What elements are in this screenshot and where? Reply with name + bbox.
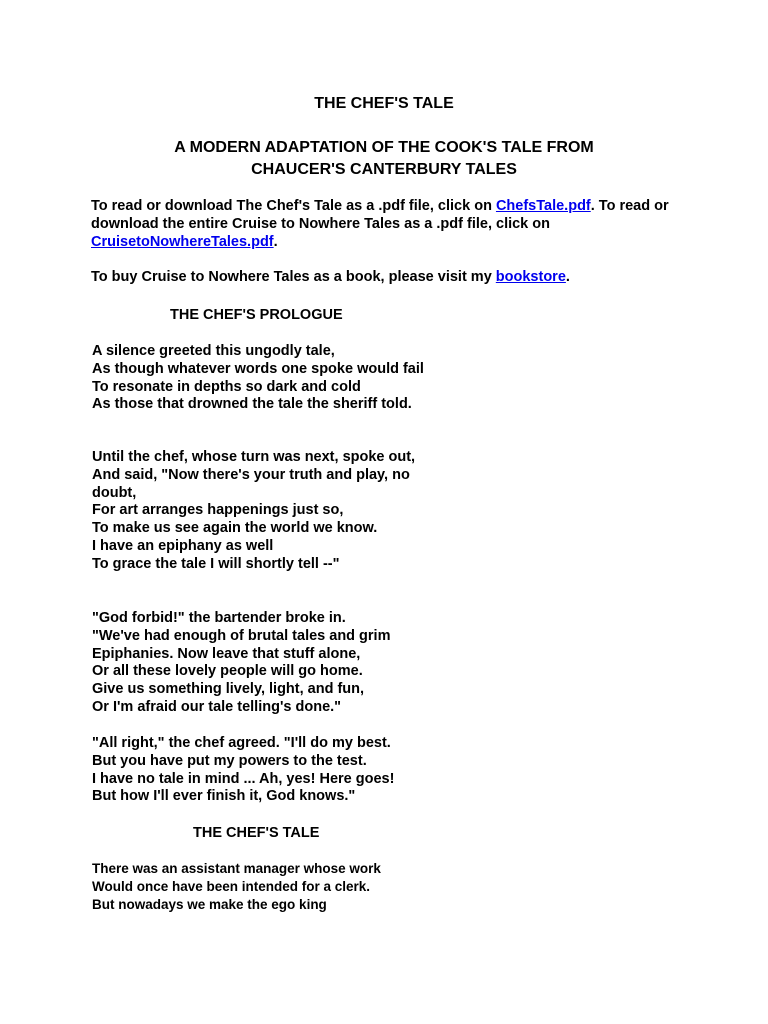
verse-line: Epiphanies. Now leave that stuff alone, [92, 645, 361, 662]
prologue-stanza-1 [92, 343, 437, 414]
verse-line: A silence greeted this ungodly tale, [92, 343, 335, 359]
verse-line: I have no tale in mind ... Ah, yes! Here goes! [92, 770, 395, 787]
verse-line: As though whatever words one spoke would fail [92, 360, 424, 377]
chefs-tale-pdf-link[interactable]: ChefsTale.pdf [495, 198, 591, 214]
document-subtitle-line1: A MODERN ADAPTATION OF THE COOK'S TALE FROM [174, 139, 594, 156]
verse-line: "God forbid!" the bartender broke in. [92, 610, 346, 626]
verse-line: Give us something lively, light, and fun, [92, 681, 365, 698]
download-text-3: . [273, 234, 278, 250]
document-title: THE CHEF'S TALE [314, 95, 454, 112]
tale-stanza-1 [92, 860, 412, 913]
verse-line: Or all these lovely people will go home. [92, 663, 363, 680]
prologue-heading: THE CHEF'S PROLOGUE [170, 307, 343, 323]
buy-text-1: To buy Cruise to Nowhere Tales as a book, please visit my [91, 269, 496, 285]
tale-heading: THE CHEF'S TALE [193, 825, 320, 841]
verse-line: Would once have been intended for a clerk. [92, 878, 371, 894]
download-text-1: To read or download The Chef's Tale as a .pdf file, click on [91, 198, 496, 214]
verse-line: Until the chef, whose turn was next, spoke out, [92, 449, 416, 465]
verse-line: And said, "Now there's your truth and play, no doubt, [92, 466, 410, 501]
prologue-stanza-2 [92, 449, 437, 574]
cruise-tales-pdf-link[interactable]: CruisetoNowhereTales.pdf [91, 234, 274, 250]
verse-line: "All right," the chef agreed. "I'll do my best. [92, 735, 391, 751]
verse-line: To resonate in depths so dark and cold [92, 378, 361, 395]
verse-line: Or I'm afraid our tale telling's done." [92, 698, 342, 715]
verse-line: There was an assistant manager whose work [92, 861, 381, 876]
verse-line: But nowadays we make the ego king [92, 896, 327, 912]
verse-line: To grace the tale I will shortly tell --" [92, 555, 340, 572]
download-text-2: . To read or download the entire Cruise to Nowhere Tales as a .pdf file, click on [91, 198, 669, 232]
prologue-stanza-3 [92, 610, 437, 717]
verse-line: For art arranges happenings just so, [92, 502, 344, 519]
buy-text-2: . [565, 269, 570, 285]
bookstore-link[interactable]: bookstore [495, 269, 566, 285]
document-subtitle-line2: CHAUCER'S CANTERBURY TALES [251, 161, 517, 178]
buy-paragraph [91, 268, 691, 286]
verse-line: To make us see again the world we know. [92, 520, 378, 537]
verse-line: "We've had enough of brutal tales and grim [92, 627, 391, 644]
verse-line: As those that drowned the tale the sheriff told. [92, 396, 412, 413]
verse-line: I have an epiphany as well [92, 537, 274, 554]
verse-line: But how I'll ever finish it, God knows." [92, 788, 356, 805]
download-paragraph [91, 197, 691, 251]
prologue-stanza-4 [92, 735, 437, 806]
verse-line: But you have put my powers to the test. [92, 752, 367, 769]
